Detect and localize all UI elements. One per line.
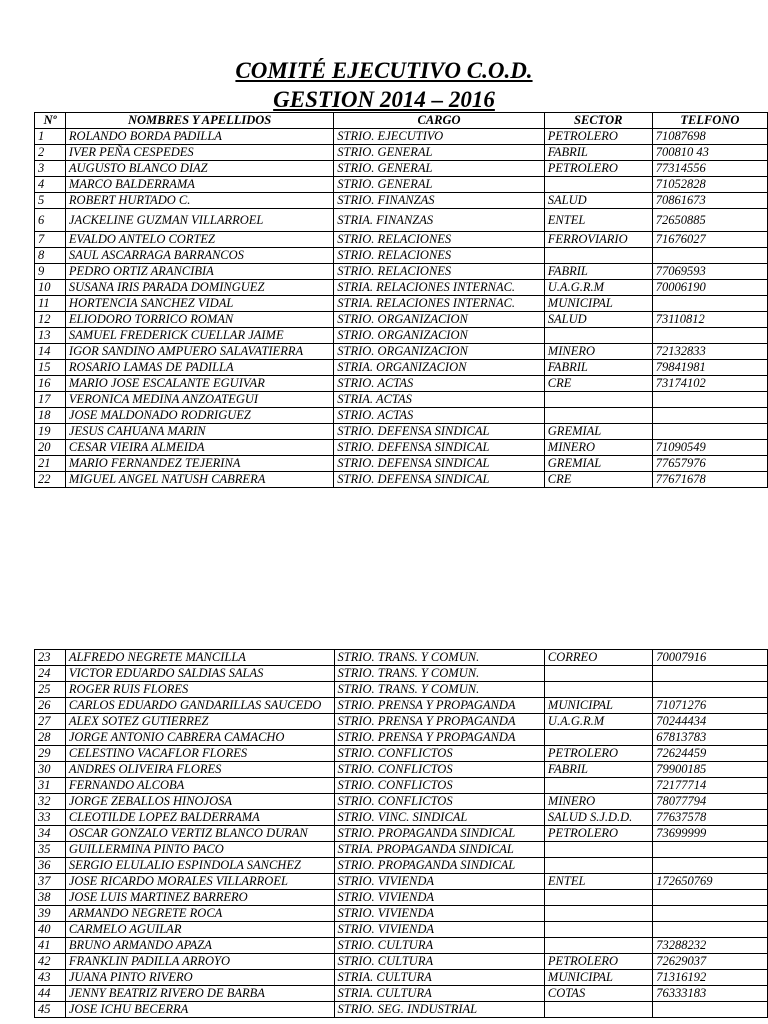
row-number: 27 [35, 714, 66, 730]
table-row [35, 344, 768, 360]
row-number: 12 [35, 312, 66, 328]
member-name: JORGE ZEBALLOS HINOJOSA [65, 794, 334, 810]
table-row [35, 264, 768, 280]
row-number: 22 [35, 472, 66, 488]
member-phone: 70244434 [653, 714, 768, 730]
member-phone: 72650885 [652, 209, 767, 232]
member-phone: 71052828 [652, 177, 767, 193]
member-sector: SALUD S.J.D.D. [544, 810, 652, 826]
member-name: JESUS CAHUANA MARIN [65, 424, 333, 440]
table-row [35, 408, 768, 424]
member-sector [544, 682, 652, 698]
member-cargo: STRIO. GENERAL [334, 161, 545, 177]
row-number: 6 [35, 209, 66, 232]
member-sector [544, 177, 652, 193]
row-number: 7 [35, 232, 66, 248]
member-cargo: STRIO. RELACIONES [334, 264, 545, 280]
row-number: 40 [35, 922, 66, 938]
member-sector: SALUD [544, 193, 652, 209]
member-cargo: STRIO. EJECUTIVO [334, 129, 545, 145]
table-row [35, 858, 768, 874]
member-cargo: STRIO. PROPAGANDA SINDICAL [334, 826, 544, 842]
member-phone: 76333183 [653, 986, 768, 1002]
member-name: IGOR SANDINO AMPUERO SALAVATIERRA [65, 344, 333, 360]
row-number: 21 [35, 456, 66, 472]
member-cargo: STRIO. VINC. SINDICAL [334, 810, 544, 826]
member-sector [544, 842, 652, 858]
member-name: JORGE ANTONIO CABRERA CAMACHO [65, 730, 334, 746]
table-row [35, 312, 768, 328]
row-number: 28 [35, 730, 66, 746]
table-row [35, 730, 768, 746]
table-row [35, 874, 768, 890]
member-sector: CRE [544, 472, 652, 488]
members-table-part-2 [34, 649, 768, 1018]
member-name: CLEOTILDE LOPEZ BALDERRAMA [65, 810, 334, 826]
member-phone: 71676027 [652, 232, 767, 248]
member-name: MARIO JOSE ESCALANTE EGUIVAR [65, 376, 333, 392]
row-number: 43 [35, 970, 66, 986]
table-row [35, 232, 768, 248]
member-name: CESAR VIEIRA ALMEIDA [65, 440, 333, 456]
member-cargo: STRIO. SEG. INDUSTRIAL [334, 1002, 544, 1018]
member-phone: 73110812 [652, 312, 767, 328]
member-cargo: STRIA. CULTURA [334, 986, 544, 1002]
table-row [35, 456, 768, 472]
member-phone: 77657976 [652, 456, 767, 472]
member-phone: 77314556 [652, 161, 767, 177]
member-cargo: STRIO. CULTURA [334, 938, 544, 954]
table-row [35, 986, 768, 1002]
member-cargo: STRIO. ORGANIZACION [334, 344, 545, 360]
row-number: 15 [35, 360, 66, 376]
member-phone: 700810 43 [652, 145, 767, 161]
member-phone [652, 248, 767, 264]
row-number: 35 [35, 842, 66, 858]
member-phone: 72624459 [653, 746, 768, 762]
row-number: 17 [35, 392, 66, 408]
member-name: AUGUSTO BLANCO DIAZ [65, 161, 333, 177]
table-row [35, 906, 768, 922]
member-name: HORTENCIA SANCHEZ VIDAL [65, 296, 333, 312]
table-row [35, 778, 768, 794]
member-sector [544, 392, 652, 408]
table-row [35, 666, 768, 682]
member-phone [652, 424, 767, 440]
row-number: 24 [35, 666, 66, 682]
member-phone [653, 858, 768, 874]
member-name: ROBERT HURTADO C. [65, 193, 333, 209]
member-cargo: STRIO. ACTAS [334, 408, 545, 424]
member-name: CARMELO AGUILAR [65, 922, 334, 938]
table-row [35, 440, 768, 456]
member-cargo: STRIO. GENERAL [334, 177, 545, 193]
member-cargo: STRIO. GENERAL [334, 145, 545, 161]
member-cargo: STRIO. DEFENSA SINDICAL [334, 472, 545, 488]
member-cargo: STRIO. DEFENSA SINDICAL [334, 456, 545, 472]
table-row [35, 682, 768, 698]
row-number: 23 [35, 650, 66, 666]
member-sector: GREMIAL [544, 456, 652, 472]
member-phone [652, 392, 767, 408]
member-phone: 70006190 [652, 280, 767, 296]
row-number: 18 [35, 408, 66, 424]
row-number: 25 [35, 682, 66, 698]
row-number: 9 [35, 264, 66, 280]
member-phone: 71087698 [652, 129, 767, 145]
table-row [35, 1002, 768, 1018]
member-sector: MUNICIPAL [544, 698, 652, 714]
row-number: 37 [35, 874, 66, 890]
member-phone: 79841981 [652, 360, 767, 376]
member-name: SERGIO ELULALIO ESPINDOLA SANCHEZ [65, 858, 334, 874]
member-cargo: STRIA. FINANZAS [334, 209, 545, 232]
member-phone: 172650769 [653, 874, 768, 890]
table-row [35, 890, 768, 906]
member-phone [653, 666, 768, 682]
table-row [35, 746, 768, 762]
member-name: ROLANDO BORDA PADILLA [65, 129, 333, 145]
member-cargo: STRIO. CULTURA [334, 954, 544, 970]
document-subtitle: GESTION 2014 – 2016 [273, 87, 495, 112]
member-sector [544, 858, 652, 874]
member-phone: 72132833 [652, 344, 767, 360]
row-number: 16 [35, 376, 66, 392]
member-name: PEDRO ORTIZ ARANCIBIA [65, 264, 333, 280]
member-phone: 71090549 [652, 440, 767, 456]
member-cargo: STRIO. VIVIENDA [334, 874, 544, 890]
member-sector: PETROLERO [544, 129, 652, 145]
table-row [35, 714, 768, 730]
row-number: 42 [35, 954, 66, 970]
member-sector: MINERO [544, 344, 652, 360]
table-row [35, 193, 768, 209]
member-cargo: STRIO. CONFLICTOS [334, 778, 544, 794]
table-row [35, 810, 768, 826]
header-sector: SECTOR [544, 113, 652, 129]
member-sector: U.A.G.R.M [544, 280, 652, 296]
member-cargo: STRIO. TRANS. Y COMUN. [334, 650, 544, 666]
member-name: CARLOS EDUARDO GANDARILLAS SAUCEDO [65, 698, 334, 714]
table-row [35, 954, 768, 970]
member-name: ALFREDO NEGRETE MANCILLA [65, 650, 334, 666]
member-sector: FABRIL [544, 145, 652, 161]
member-cargo: STRIA. ORGANIZACION [334, 360, 545, 376]
member-name: JENNY BEATRIZ RIVERO DE BARBA [65, 986, 334, 1002]
document-title: COMITÉ EJECUTIVO C.O.D. [235, 58, 533, 83]
member-name: EVALDO ANTELO CORTEZ [65, 232, 333, 248]
header-names: NOMBRES Y APELLIDOS [65, 113, 333, 129]
table-row [35, 177, 768, 193]
member-name: VICTOR EDUARDO SALDIAS SALAS [65, 666, 334, 682]
member-cargo: STRIO. VIVIENDA [334, 890, 544, 906]
member-name: IVER PEÑA CESPEDES [65, 145, 333, 161]
member-phone: 71316192 [653, 970, 768, 986]
header-cargo: CARGO [334, 113, 545, 129]
member-cargo: STRIO. VIVIENDA [334, 922, 544, 938]
member-name: GUILLERMINA PINTO PACO [65, 842, 334, 858]
row-number: 10 [35, 280, 66, 296]
member-sector: MINERO [544, 440, 652, 456]
member-phone [653, 842, 768, 858]
row-number: 26 [35, 698, 66, 714]
row-number: 11 [35, 296, 66, 312]
table-row [35, 161, 768, 177]
member-cargo: STRIO. TRANS. Y COMUN. [334, 682, 544, 698]
member-name: SAUL ASCARRAGA BARRANCOS [65, 248, 333, 264]
member-cargo: STRIO. ORGANIZACION [334, 312, 545, 328]
table-header-row [35, 113, 768, 129]
member-name: ELIODORO TORRICO ROMAN [65, 312, 333, 328]
member-phone [653, 906, 768, 922]
member-name: ROSARIO LAMAS DE PADILLA [65, 360, 333, 376]
member-phone: 67813783 [653, 730, 768, 746]
row-number: 41 [35, 938, 66, 954]
table-row [35, 424, 768, 440]
table-row [35, 209, 768, 232]
header-phone: TELFONO [652, 113, 767, 129]
table-row [35, 472, 768, 488]
member-phone: 77671678 [652, 472, 767, 488]
member-phone [653, 1002, 768, 1018]
member-name: ARMANDO NEGRETE ROCA [65, 906, 334, 922]
member-phone: 73699999 [653, 826, 768, 842]
row-number: 39 [35, 906, 66, 922]
member-name: JOSE RICARDO MORALES VILLARROEL [65, 874, 334, 890]
row-number: 29 [35, 746, 66, 762]
member-sector [544, 890, 652, 906]
table-row [35, 376, 768, 392]
member-cargo: STRIO. PRENSA Y PROPAGANDA [334, 698, 544, 714]
row-number: 20 [35, 440, 66, 456]
member-sector: FERROVIARIO [544, 232, 652, 248]
member-sector: PETROLERO [544, 826, 652, 842]
member-name: SAMUEL FREDERICK CUELLAR JAIME [65, 328, 333, 344]
member-name: JUANA PINTO RIVERO [65, 970, 334, 986]
member-sector [544, 906, 652, 922]
row-number: 1 [35, 129, 66, 145]
member-sector [544, 730, 652, 746]
member-sector: FABRIL [544, 360, 652, 376]
member-phone: 78077794 [653, 794, 768, 810]
member-name: BRUNO ARMANDO APAZA [65, 938, 334, 954]
member-phone [653, 682, 768, 698]
table-row [35, 248, 768, 264]
member-cargo: STRIO. PRENSA Y PROPAGANDA [334, 714, 544, 730]
member-name: OSCAR GONZALO VERTIZ BLANCO DURAN [65, 826, 334, 842]
row-number: 3 [35, 161, 66, 177]
row-number: 44 [35, 986, 66, 1002]
member-phone [652, 328, 767, 344]
member-sector: CORREO [544, 650, 652, 666]
member-cargo: STRIO. DEFENSA SINDICAL [334, 424, 545, 440]
member-sector [544, 778, 652, 794]
member-cargo: STRIA. ACTAS [334, 392, 545, 408]
member-name: ANDRES OLIVEIRA FLORES [65, 762, 334, 778]
member-sector: MINERO [544, 794, 652, 810]
member-sector: PETROLERO [544, 746, 652, 762]
member-sector [544, 328, 652, 344]
member-phone: 77637578 [653, 810, 768, 826]
row-number: 38 [35, 890, 66, 906]
member-cargo: STRIO. PRENSA Y PROPAGANDA [334, 730, 544, 746]
member-cargo: STRIA. PROPAGANDA SINDICAL [334, 842, 544, 858]
table-row [35, 826, 768, 842]
row-number: 30 [35, 762, 66, 778]
header-number: Nº [35, 113, 66, 129]
member-phone [652, 296, 767, 312]
member-cargo: STRIO. ORGANIZACION [334, 328, 545, 344]
member-name: JACKELINE GUZMAN VILLARROEL [65, 209, 333, 232]
member-sector [544, 938, 652, 954]
table-row [35, 392, 768, 408]
member-name: JOSE ICHU BECERRA [65, 1002, 334, 1018]
member-cargo: STRIO. DEFENSA SINDICAL [334, 440, 545, 456]
member-phone [653, 890, 768, 906]
table-row [35, 842, 768, 858]
table-row [35, 650, 768, 666]
member-sector [544, 1002, 652, 1018]
member-sector: SALUD [544, 312, 652, 328]
member-sector [544, 408, 652, 424]
member-cargo: STRIO. RELACIONES [334, 232, 545, 248]
member-cargo: STRIO. RELACIONES [334, 248, 545, 264]
member-sector: MUNICIPAL [544, 970, 652, 986]
member-name: CELESTINO VACAFLOR FLORES [65, 746, 334, 762]
member-name: MARIO FERNANDEZ TEJERINA [65, 456, 333, 472]
member-cargo: STRIO. CONFLICTOS [334, 794, 544, 810]
member-cargo: STRIO. CONFLICTOS [334, 746, 544, 762]
member-sector: PETROLERO [544, 954, 652, 970]
member-sector: ENTEL [544, 209, 652, 232]
row-number: 45 [35, 1002, 66, 1018]
row-number: 5 [35, 193, 66, 209]
table-row [35, 280, 768, 296]
member-cargo: STRIA. CULTURA [334, 970, 544, 986]
table-row [35, 970, 768, 986]
row-number: 8 [35, 248, 66, 264]
member-sector: CRE [544, 376, 652, 392]
member-cargo: STRIO. TRANS. Y COMUN. [334, 666, 544, 682]
table-row [35, 698, 768, 714]
row-number: 33 [35, 810, 66, 826]
row-number: 2 [35, 145, 66, 161]
row-number: 32 [35, 794, 66, 810]
table-row [35, 360, 768, 376]
member-cargo: STRIA. RELACIONES INTERNAC. [334, 280, 545, 296]
row-number: 13 [35, 328, 66, 344]
member-phone: 70861673 [652, 193, 767, 209]
member-name: VERONICA MEDINA ANZOATEGUI [65, 392, 333, 408]
table-row [35, 145, 768, 161]
member-phone [653, 922, 768, 938]
member-cargo: STRIA. RELACIONES INTERNAC. [334, 296, 545, 312]
members-table-part-1 [34, 112, 768, 488]
table-row [35, 922, 768, 938]
member-name: SUSANA IRIS PARADA DOMINGUEZ [65, 280, 333, 296]
member-sector: GREMIAL [544, 424, 652, 440]
member-phone [652, 408, 767, 424]
table-row [35, 794, 768, 810]
member-cargo: STRIO. CONFLICTOS [334, 762, 544, 778]
member-sector [544, 666, 652, 682]
member-name: JOSE LUIS MARTINEZ BARRERO [65, 890, 334, 906]
row-number: 19 [35, 424, 66, 440]
member-sector: COTAS [544, 986, 652, 1002]
member-cargo: STRIO. VIVIENDA [334, 906, 544, 922]
row-number: 14 [35, 344, 66, 360]
member-cargo: STRIO. PROPAGANDA SINDICAL [334, 858, 544, 874]
member-name: FRANKLIN PADILLA ARROYO [65, 954, 334, 970]
member-sector: PETROLERO [544, 161, 652, 177]
member-phone: 71071276 [653, 698, 768, 714]
member-sector [544, 248, 652, 264]
member-name: ALEX SOTEZ GUTIERREZ [65, 714, 334, 730]
member-sector: FABRIL [544, 762, 652, 778]
member-phone: 73174102 [652, 376, 767, 392]
member-sector [544, 922, 652, 938]
member-name: FERNANDO ALCOBA [65, 778, 334, 794]
member-cargo: STRIO. FINANZAS [334, 193, 545, 209]
member-name: MARCO BALDERRAMA [65, 177, 333, 193]
member-name: MIGUEL ANGEL NATUSH CABRERA [65, 472, 333, 488]
member-phone: 70007916 [653, 650, 768, 666]
member-sector: MUNICIPAL [544, 296, 652, 312]
table-row [35, 938, 768, 954]
row-number: 36 [35, 858, 66, 874]
row-number: 31 [35, 778, 66, 794]
row-number: 4 [35, 177, 66, 193]
member-phone: 72177714 [653, 778, 768, 794]
member-sector: U.A.G.R.M [544, 714, 652, 730]
member-sector: ENTEL [544, 874, 652, 890]
table-row [35, 296, 768, 312]
member-phone: 79900185 [653, 762, 768, 778]
member-phone: 73288232 [653, 938, 768, 954]
table-row [35, 762, 768, 778]
table-row [35, 328, 768, 344]
table-row [35, 129, 768, 145]
member-phone: 77069593 [652, 264, 767, 280]
member-sector: FABRIL [544, 264, 652, 280]
member-phone: 72629037 [653, 954, 768, 970]
member-cargo: STRIO. ACTAS [334, 376, 545, 392]
member-name: ROGER RUIS FLORES [65, 682, 334, 698]
row-number: 34 [35, 826, 66, 842]
member-name: JOSE MALDONADO RODRIGUEZ [65, 408, 333, 424]
